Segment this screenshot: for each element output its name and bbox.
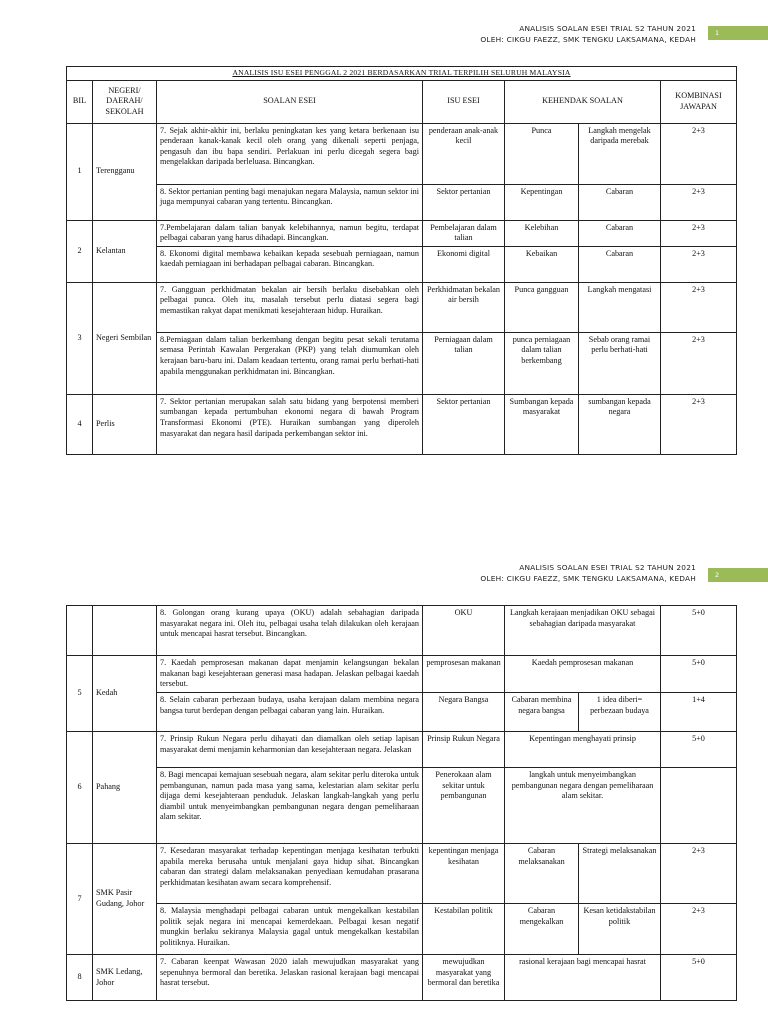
header-author: OLEH: CIKGU FAEZZ, SMK TENGKU LAKSAMANA, KEDAH xyxy=(480,574,696,583)
kehendak-cell: Kesan ketidakstabilan politik xyxy=(579,904,661,955)
soalan-cell: 7. Kesedaran masyarakat terhadap kepentingan menjaga kesihatan terbukti apabila mereka berusaha untuk menjalani gaya hidup sihat. Bincangkan cabaran dan strategi dalam melaksanakan penyediaan kemudahan prasarana perkhidmatan kesihatan awam secara komprehensif. xyxy=(157,844,423,904)
soalan-cell: 8. Golongan orang kurang upaya (OKU) adalah sebahagian daripada masyarakat negara ini. Oleh itu, pelbagai usaha telah dilakukan oleh kerajaan untuk mencapai hasrat tersebut. Bincangkan. xyxy=(157,606,423,656)
kehendak-cell: Kepentingan xyxy=(505,184,579,220)
soalan-cell: 8.Perniagaan dalam talian berkembang dengan begitu pesat sekali terutama semasa Perintah Kawalan Pergerakan (PKP) yang telah diumumkan oleh kerajaan baru-baru ini. Dalam keadaan tertentu, orang ramai perlu berhati-hati apabila menggunakan perkhidmatan ini. Bincangkan. xyxy=(157,332,423,394)
kehendak-cell: langkah untuk menyeimbangkan pembangunan negara dengan pemeliharaan alam sekitar. xyxy=(505,768,661,844)
col-header-soalan: SOALAN ESEI xyxy=(157,80,423,123)
col-header-negeri: NEGERI/ DAERAH/ SEKOLAH xyxy=(93,80,157,123)
table-row xyxy=(67,332,737,394)
kombinasi-cell: 5+0 xyxy=(661,955,737,1001)
isu-cell: Ekonomi digital xyxy=(423,246,505,282)
kombinasi-cell: 1+4 xyxy=(661,693,737,732)
soalan-cell: 7. Gangguan perkhidmatan bekalan air bersih berlaku disebabkan oleh pelbagai punca. Oleh itu, masalah tersebut perlu diatasi segera bagi memastikan rakyat dapat menikmati kesejahteraan hidup. Huraikan. xyxy=(157,282,423,332)
kehendak-cell: Kepentingan menghayati prinsip xyxy=(505,732,661,768)
header-title: ANALISIS SOALAN ESEI TRIAL S2 TAHUN 2021 xyxy=(519,563,696,572)
negeri-cell: Kedah xyxy=(93,656,157,732)
isu-cell: Sektor pertanian xyxy=(423,394,505,454)
kehendak-cell: Kelebihan xyxy=(505,220,579,246)
isu-cell: Perkhidmatan bekalan air bersih xyxy=(423,282,505,332)
kehendak-cell: Strategi melaksanakan xyxy=(579,844,661,904)
col-header-isu: ISU ESEI xyxy=(423,80,505,123)
kehendak-cell: rasional kerajaan bagi mencapai hasrat xyxy=(505,955,661,1001)
kombinasi-cell: 2+3 xyxy=(661,844,737,904)
kehendak-cell: Sumbangan kepada masyarakat xyxy=(505,394,579,454)
kehendak-cell: Cabaran xyxy=(579,220,661,246)
col-header-bil: BIL xyxy=(67,80,93,123)
kombinasi-cell: 5+0 xyxy=(661,732,737,768)
kombinasi-cell: 2+3 xyxy=(661,246,737,282)
table-row xyxy=(67,732,737,768)
soalan-cell: 7. Sektor pertanian merupakan salah satu bidang yang berpotensi memberi sumbangan kepada pertumbuhan ekonomi negara di bawah Program Transformasi Ekonomi (PTE). Huraikan sumbangan yang diperoleh masyarakat dan negara hasil daripada perkembangan sektor ini. xyxy=(157,394,423,454)
isu-cell: Prinsip Rukun Negara xyxy=(423,732,505,768)
bil-cell xyxy=(67,606,93,656)
kehendak-cell: Cabaran mengekalkan xyxy=(505,904,579,955)
kehendak-cell: Langkah kerajaan menjadikan OKU sebagai sebahagian daripada masyarakat xyxy=(505,606,661,656)
table-row xyxy=(67,123,737,184)
kombinasi-cell: 2+3 xyxy=(661,332,737,394)
isu-cell: mewujudkan masyarakat yang bermoral dan beretika xyxy=(423,955,505,1001)
bil-cell: 6 xyxy=(67,732,93,844)
page-1 xyxy=(0,0,768,500)
analysis-table xyxy=(66,66,737,455)
kehendak-cell: Sebab orang ramai perlu berhati-hati xyxy=(579,332,661,394)
header-author: OLEH: CIKGU FAEZZ, SMK TENGKU LAKSAMANA, KEDAH xyxy=(480,35,696,44)
negeri-cell: SMK Pasir Gudang, Johor xyxy=(93,844,157,955)
bil-cell: 1 xyxy=(67,123,93,220)
page-header xyxy=(480,562,696,584)
negeri-cell: Perlis xyxy=(93,394,157,454)
isu-cell: kepentingan menjaga kesihatan xyxy=(423,844,505,904)
col-header-kombinasi: KOMBINASI JAWAPAN xyxy=(661,80,737,123)
isu-cell: OKU xyxy=(423,606,505,656)
table-row xyxy=(67,656,737,693)
soalan-cell: 8. Sektor pertanian penting bagi menajukan negara Malaysia, namun sektor ini juga mempunyai cabaran yang tertentu. Bincangkan. xyxy=(157,184,423,220)
isu-cell: Penerokaan alam sekitar untuk pembangunan xyxy=(423,768,505,844)
soalan-cell: 7. Kaedah pemprosesan makanan dapat menjamin kelangsungan bekalan makanan bagi kesejahteraan generasi masa hadapan. Jelaskan pelbagai kaedah tersebut. xyxy=(157,656,423,693)
bil-cell: 8 xyxy=(67,955,93,1001)
soalan-cell: 8. Selain cabaran perbezaan budaya, usaha kerajaan dalam membina negara bangsa turut berdepan dengan pelbagai cabaran yang lain. Huraikan. xyxy=(157,693,423,732)
soalan-cell: 7. Prinsip Rukun Negara perlu dihayati dan diamalkan oleh setiap lapisan masyarakat demi menjamin keharmonian dan kesejahteraan negara. Jelaskan xyxy=(157,732,423,768)
kombinasi-cell: 2+3 xyxy=(661,394,737,454)
page-header xyxy=(480,23,696,45)
table-row xyxy=(67,693,737,732)
kombinasi-cell: 2+3 xyxy=(661,904,737,955)
table-row xyxy=(67,606,737,656)
soalan-cell: 7.Pembelajaran dalam talian banyak kelebihannya, namun begitu, terdapat pelbagai cabaran yang harus dihadapi. Bincangkan. xyxy=(157,220,423,246)
kehendak-cell: Punca xyxy=(505,123,579,184)
negeri-cell xyxy=(93,606,157,656)
table-row xyxy=(67,394,737,454)
header-title: ANALISIS SOALAN ESEI TRIAL S2 TAHUN 2021 xyxy=(519,24,696,33)
page-number-tab: 1 xyxy=(708,26,768,40)
negeri-cell: Pahang xyxy=(93,732,157,844)
negeri-cell: SMK Ledang, Johor xyxy=(93,955,157,1001)
kombinasi-cell: 2+3 xyxy=(661,220,737,246)
kehendak-cell: Punca gangguan xyxy=(505,282,579,332)
bil-cell: 2 xyxy=(67,220,93,282)
analysis-table-continued xyxy=(66,605,737,1001)
kehendak-cell: Cabaran melaksanakan xyxy=(505,844,579,904)
col-header-kehendak: KEHENDAK SOALAN xyxy=(505,80,661,123)
kehendak-cell: Kebaikan xyxy=(505,246,579,282)
kehendak-cell: Cabaran xyxy=(579,184,661,220)
kombinasi-cell: 5+0 xyxy=(661,656,737,693)
isu-cell: Pembelajaran dalam talian xyxy=(423,220,505,246)
table-row xyxy=(67,282,737,332)
isu-cell: Sektor pertanian xyxy=(423,184,505,220)
kombinasi-cell: 2+3 xyxy=(661,282,737,332)
kehendak-cell: Kaedah pemprosesan makanan xyxy=(505,656,661,693)
kehendak-cell: Langkah mengatasi xyxy=(579,282,661,332)
kombinasi-cell: 2+3 xyxy=(661,123,737,184)
bil-cell: 5 xyxy=(67,656,93,732)
kombinasi-cell: 2+3 xyxy=(661,184,737,220)
kehendak-cell: Cabaran membina negara bangsa xyxy=(505,693,579,732)
kehendak-cell: sumbangan kepada negara xyxy=(579,394,661,454)
table-row xyxy=(67,246,737,282)
kehendak-cell: Langkah mengelak daripada merebak xyxy=(579,123,661,184)
soalan-cell: 7. Cabaran keenpat Wawasan 2020 ialah mewujudkan masyarakat yang sepenuhnya bermoral dan beretika. Jelaskan rasional kerajaan bagi mencapai hasrat tersebut. xyxy=(157,955,423,1001)
bil-cell: 7 xyxy=(67,844,93,955)
table-row xyxy=(67,220,737,246)
soalan-cell: 8. Ekonomi digital membawa kebaikan kepada sesebuah perniagaan, namun kaedah perniagaan ini berhadapan pelbagai cabaran. Bincangkan. xyxy=(157,246,423,282)
isu-cell: Perniagaan dalam talian xyxy=(423,332,505,394)
table-row xyxy=(67,844,737,904)
isu-cell: pemprosesan makanan xyxy=(423,656,505,693)
table-row xyxy=(67,955,737,1001)
negeri-cell: Kelantan xyxy=(93,220,157,282)
negeri-cell: Terengganu xyxy=(93,123,157,220)
isu-cell: Kestabilan politik xyxy=(423,904,505,955)
kehendak-cell: 1 idea diberi= perbezaan budaya xyxy=(579,693,661,732)
soalan-cell: 8. Malaysia menghadapi pelbagai cabaran untuk mengekalkan kestabilan politik sejak negara ini mencapai kemerdekaan. Pelbagai kesan negatif mungkin berlaku sekiranya Malaysia gagal untuk mengekalkan kestabilan politiknya. Huraikan. xyxy=(157,904,423,955)
kehendak-cell: Cabaran xyxy=(579,246,661,282)
bil-cell: 4 xyxy=(67,394,93,454)
table-row xyxy=(67,184,737,220)
soalan-cell: 7. Sejak akhir-akhir ini, berlaku peningkatan kes yang ketara berkenaan isu penderaan kanak-kanak kecil oleh orang yang dikenali seperti penjaga, pengasuh dan ibu bapa sendiri. Perlakuan ini perlu dicegah segera bagi mengelakkan daripada berleluasa. Bincangkan. xyxy=(157,123,423,184)
soalan-cell: 8. Bagi mencapai kemajuan sesebuah negara, alam sekitar perlu diteroka untuk pembangunan, namun pada masa yang sama, kelestarian alam sekitar perlu dijaga demi kesejahteraan penduduk. Jelaskan langkah-langkah yang perlu diambil untuk menyeimbangkan pembangunan negara dengan pemeliharaan alam sekitar. xyxy=(157,768,423,844)
table-row xyxy=(67,904,737,955)
kombinasi-cell: 5+0 xyxy=(661,606,737,656)
isu-cell: Negara Bangsa xyxy=(423,693,505,732)
negeri-cell: Negeri Sembilan xyxy=(93,282,157,394)
page-number-tab: 2 xyxy=(708,568,768,582)
table-row xyxy=(67,768,737,844)
kehendak-cell: punca perniagaan dalam talian berkembang xyxy=(505,332,579,394)
bil-cell: 3 xyxy=(67,282,93,394)
isu-cell: penderaan anak-anak kecil xyxy=(423,123,505,184)
kombinasi-cell xyxy=(661,768,737,844)
table-title: ANALISIS ISU ESEI PENGGAL 2 2021 BERDASARKAN TRIAL TERPILIH SELURUH MALAYSIA xyxy=(67,67,737,81)
